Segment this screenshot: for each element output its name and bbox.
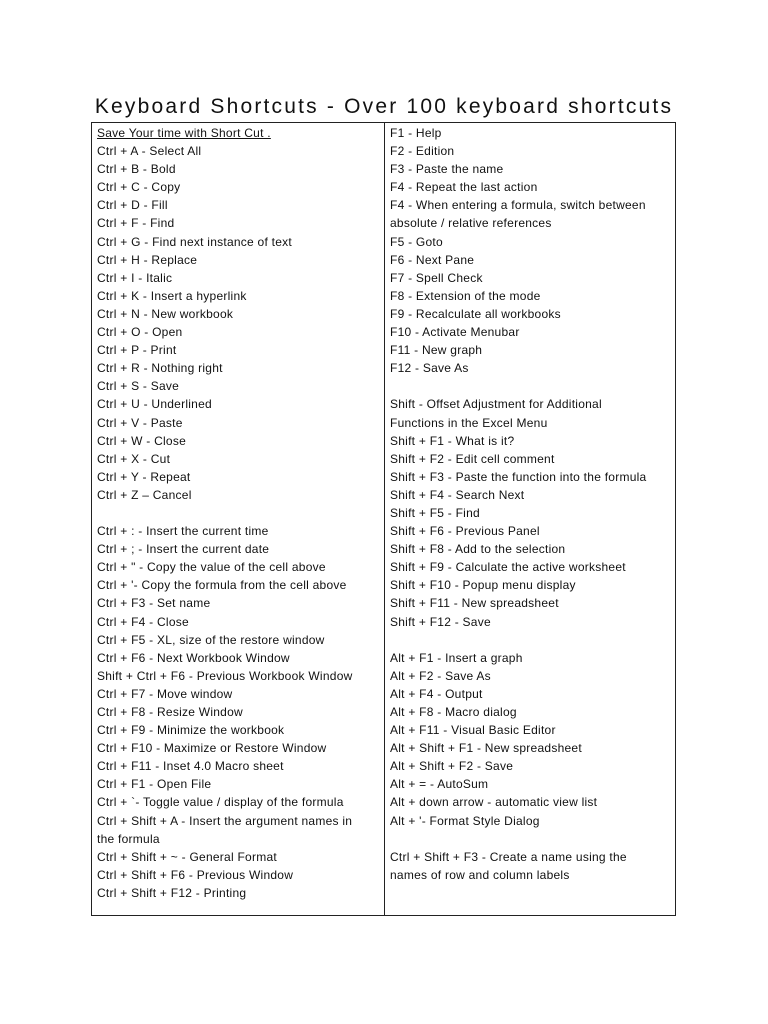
shortcut-line: the formula bbox=[97, 831, 160, 846]
shortcut-line: Ctrl + R - Nothing right bbox=[97, 361, 223, 376]
column-divider bbox=[384, 123, 385, 915]
shortcut-line: Alt + = - AutoSum bbox=[390, 777, 489, 792]
shortcut-line: Shift + F10 - Popup menu display bbox=[390, 578, 576, 593]
shortcut-line: names of row and column labels bbox=[390, 867, 570, 882]
shortcut-line: Alt + down arrow - automatic view list bbox=[390, 795, 598, 810]
shortcut-line: Ctrl + '- Copy the formula from the cell above bbox=[97, 578, 347, 593]
shortcut-line: Shift + F9 - Calculate the active worksheet bbox=[390, 560, 626, 575]
shortcut-line: Shift + F8 - Add to the selection bbox=[390, 542, 566, 557]
shortcut-line: Ctrl + F6 - Next Workbook Window bbox=[97, 650, 290, 665]
shortcut-line: Ctrl + F4 - Close bbox=[97, 614, 189, 629]
shortcut-line: Ctrl + G - Find next instance of text bbox=[97, 234, 292, 249]
shortcut-line: Ctrl + F7 - Move window bbox=[97, 686, 233, 701]
shortcut-line: Ctrl + P - Print bbox=[97, 343, 177, 358]
blank-line bbox=[390, 631, 672, 649]
shortcut-line: Ctrl + `- Toggle value / display of the formula bbox=[97, 795, 344, 810]
shortcut-line: Shift - Offset Adjustment for Additional bbox=[390, 397, 602, 412]
shortcut-line: F12 - Save As bbox=[390, 361, 469, 376]
shortcut-line: Ctrl + V - Paste bbox=[97, 415, 183, 430]
blank-line bbox=[390, 377, 672, 395]
shortcut-line: Shift + F5 - Find bbox=[390, 505, 480, 520]
shortcut-line: Alt + Shift + F2 - Save bbox=[390, 759, 514, 774]
shortcut-line: Shift + F3 - Paste the function into the formula bbox=[390, 469, 647, 484]
shortcut-line: Ctrl + A - Select All bbox=[97, 144, 202, 159]
shortcut-line: F6 - Next Pane bbox=[390, 252, 475, 267]
shortcut-line: Ctrl + F9 - Minimize the workbook bbox=[97, 723, 285, 738]
shortcut-line: Ctrl + N - New workbook bbox=[97, 306, 234, 321]
shortcut-line: Ctrl + O - Open bbox=[97, 325, 183, 340]
shortcut-line: Shift + F6 - Previous Panel bbox=[390, 524, 540, 539]
blank-line bbox=[390, 830, 672, 848]
shortcut-line: Ctrl + Shift + F12 - Printing bbox=[97, 885, 247, 900]
shortcut-line: F1 - Help bbox=[390, 126, 442, 140]
shortcut-line: F4 - When entering a formula, switch between bbox=[390, 198, 646, 213]
shortcut-line: Shift + F4 - Search Next bbox=[390, 487, 525, 502]
shortcut-line: Functions in the Excel Menu bbox=[390, 415, 548, 430]
shortcut-line: F11 - New graph bbox=[390, 343, 483, 358]
shortcut-line: Alt + F4 - Output bbox=[390, 686, 483, 701]
shortcut-line: Alt + F1 - Insert a graph bbox=[390, 650, 523, 665]
shortcut-line: Ctrl + X - Cut bbox=[97, 451, 171, 466]
section-heading: Save Your time with Short Cut . bbox=[97, 126, 271, 140]
page-title: Keyboard Shortcuts - Over 100 keyboard shortcuts bbox=[94, 95, 674, 118]
shortcut-line: Ctrl + U - Underlined bbox=[97, 397, 212, 412]
shortcut-line: Ctrl + I - Italic bbox=[97, 270, 173, 285]
shortcut-line: Ctrl + Shift + ~ - General Format bbox=[97, 849, 277, 864]
blank-line bbox=[97, 504, 380, 522]
shortcut-line: Shift + F1 - What is it? bbox=[390, 433, 515, 448]
shortcut-line: Ctrl + K - Insert a hyperlink bbox=[97, 288, 247, 303]
shortcut-line: Shift + F11 - New spreadsheet bbox=[390, 596, 559, 611]
shortcut-line: Ctrl + F5 - XL, size of the restore window bbox=[97, 632, 325, 647]
shortcut-line: Ctrl + Z – Cancel bbox=[97, 487, 192, 502]
shortcut-line: Ctrl + F - Find bbox=[97, 216, 175, 231]
shortcut-line: Shift + F2 - Edit cell comment bbox=[390, 451, 555, 466]
shortcut-line: F5 - Goto bbox=[390, 234, 443, 249]
shortcut-line: Ctrl + ; - Insert the current date bbox=[97, 542, 270, 557]
shortcut-line: Ctrl + F8 - Resize Window bbox=[97, 705, 243, 719]
shortcut-line: F4 - Repeat the last action bbox=[390, 180, 538, 195]
shortcut-line: absolute / relative references bbox=[390, 216, 552, 231]
shortcut-line: Ctrl + F3 - Set name bbox=[97, 596, 211, 611]
shortcut-line: Alt + F2 - Save As bbox=[390, 668, 491, 683]
shortcuts-table bbox=[91, 122, 676, 916]
shortcut-line: Ctrl + B - Bold bbox=[97, 162, 176, 177]
shortcut-line: F8 - Extension of the mode bbox=[390, 288, 541, 303]
shortcut-line: F10 - Activate Menubar bbox=[390, 325, 520, 340]
shortcut-line: Ctrl + Y - Repeat bbox=[97, 469, 191, 484]
shortcut-line: Ctrl + : - Insert the current time bbox=[97, 524, 269, 539]
shortcut-line: Alt + F11 - Visual Basic Editor bbox=[390, 723, 556, 738]
shortcut-line: Ctrl + " - Copy the value of the cell above bbox=[97, 560, 326, 575]
shortcut-line: Alt + Shift + F1 - New spreadsheet bbox=[390, 741, 582, 756]
shortcut-line: Ctrl + C - Copy bbox=[97, 180, 181, 195]
shortcut-line: Ctrl + Shift + F3 - Create a name using the bbox=[390, 849, 627, 864]
shortcut-line: Shift + Ctrl + F6 - Previous Workbook Window bbox=[97, 668, 353, 683]
shortcut-line: F7 - Spell Check bbox=[390, 270, 483, 285]
shortcut-line: Ctrl + F11 - Inset 4.0 Macro sheet bbox=[97, 759, 284, 774]
shortcut-line: Alt + F8 - Macro dialog bbox=[390, 705, 517, 719]
shortcut-line: F9 - Recalculate all workbooks bbox=[390, 306, 561, 321]
shortcut-line: Ctrl + F1 - Open File bbox=[97, 777, 212, 792]
shortcut-line: Ctrl + W - Close bbox=[97, 433, 187, 448]
shortcut-line: F2 - Edition bbox=[390, 144, 455, 159]
shortcut-line: Ctrl + S - Save bbox=[97, 379, 180, 394]
shortcut-line: Ctrl + D - Fill bbox=[97, 198, 168, 213]
shortcut-line: Alt + '- Format Style Dialog bbox=[390, 813, 540, 828]
shortcut-line: F3 - Paste the name bbox=[390, 162, 504, 177]
shortcut-line: Ctrl + H - Replace bbox=[97, 252, 198, 267]
shortcut-line: Ctrl + F10 - Maximize or Restore Window bbox=[97, 741, 327, 756]
left-column bbox=[97, 124, 380, 902]
right-column bbox=[390, 124, 672, 884]
shortcut-line: Shift + F12 - Save bbox=[390, 614, 491, 629]
shortcut-line: Ctrl + Shift + F6 - Previous Window bbox=[97, 867, 294, 882]
shortcut-line: Ctrl + Shift + A - Insert the argument names in bbox=[97, 813, 353, 828]
